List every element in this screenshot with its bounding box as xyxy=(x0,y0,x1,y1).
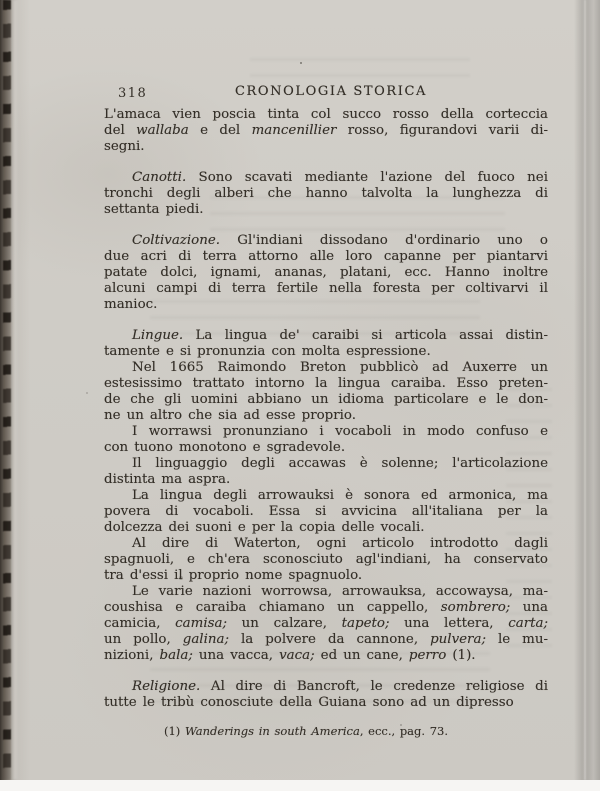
text-line: manioc. xyxy=(104,297,158,312)
paragraph-waterton xyxy=(104,536,548,584)
paragraph-lingue xyxy=(104,328,548,360)
binding-edge xyxy=(0,0,30,780)
paragraph-arrowauksi xyxy=(104,488,548,536)
text-line: de che gli uomini abbiano un idioma particolare e le don- xyxy=(104,392,548,407)
page-edge-shadow xyxy=(574,0,600,780)
text-line: Coltivazione. Gl'indiani dissodano d'ordinario uno o xyxy=(132,233,548,248)
text-line: tronchi degli alberi che hanno talvolta la lunghezza di xyxy=(104,186,548,201)
page-content xyxy=(104,84,548,738)
paragraph-amaca xyxy=(104,107,548,155)
text-line: Religione. Al dire di Bancroft, le credenze religiose di xyxy=(132,679,548,694)
text-line: tamente e si pronunzia con molta espressione. xyxy=(104,344,431,359)
text-line: dolcezza dei suoni e per la copia delle vocali. xyxy=(104,520,425,535)
paragraph-accawas xyxy=(104,456,548,488)
text-line: estesissimo trattato intorno la lingua caraiba. Esso preten- xyxy=(104,376,548,391)
paragraph-worrawsi xyxy=(104,424,548,456)
text-line: Nel 1665 Raimondo Breton pubblicò ad Auxerre un xyxy=(132,360,548,375)
text-line: L'amaca vien poscia tinta col succo rosso della corteccia xyxy=(104,107,548,122)
page-header xyxy=(104,84,548,107)
text-line: Al dire di Waterton, ogni articolo introdotto dagli xyxy=(132,536,548,551)
text-line: coushisa e caraiba chiamano un cappello, sombrero; una xyxy=(104,600,548,615)
scanner-strip xyxy=(0,780,600,791)
text-line: alcuni campi di terra fertile nella foresta per coltivarvi il xyxy=(104,281,548,296)
paper-specks xyxy=(300,62,302,64)
text-line: segni. xyxy=(104,139,145,154)
text-line: un pollo, galina; la polvere da cannone, pulvera; le mu- xyxy=(104,632,548,647)
text-line: distinta ma aspra. xyxy=(104,472,231,487)
footnote: (1) Wanderings in south America, ecc., pag. 73. xyxy=(164,724,449,738)
text-line: Lingue. La lingua de' caraibi si articola assai distin- xyxy=(132,328,548,343)
text-line: I worrawsi pronunziano i vocaboli in modo confuso e xyxy=(132,424,548,439)
text-line: del wallaba e del mancenillier rosso, figurandovi varii di- xyxy=(104,123,548,138)
paragraph-religione xyxy=(104,679,548,711)
text-line: con tuono monotono e sgradevole. xyxy=(104,440,346,455)
running-title: CRONOLOGIA STORICA xyxy=(234,84,428,99)
text-line: povera di vocaboli. Essa si avvicina all'italiana per la xyxy=(104,504,548,519)
text-line: Le varie nazioni worrowsa, arrowauksa, accowaysa, ma- xyxy=(132,584,548,599)
text-line: tra d'essi il proprio nome spagnuolo. xyxy=(104,568,363,583)
text-line: patate dolci, ignami, ananas, platani, ecc. Hanno inoltre xyxy=(104,265,548,280)
bleed-through-smudge xyxy=(250,58,470,84)
text-line: nizioni, bala; una vacca, vaca; ed un cane, perro (1). xyxy=(104,648,476,663)
page-number: 318 xyxy=(118,86,148,101)
text-line: Il linguaggio degli accawas è solenne; l'articolazione xyxy=(132,456,548,471)
paragraph-canotti xyxy=(104,170,548,218)
text-line: camicia, camisa; un calzare, tapeto; una lettera, carta; xyxy=(104,616,548,631)
text-line: Canotti. Sono scavati mediante l'azione del fuoco nei xyxy=(132,170,548,185)
text-line: La lingua degli arrowauksi è sonora ed armonica, ma xyxy=(132,488,548,503)
page-body xyxy=(104,107,548,711)
paragraph-breton xyxy=(104,360,548,424)
text-line: ne un altro che sia ad esse proprio. xyxy=(104,408,357,423)
paragraph-nazioni xyxy=(104,584,548,664)
text-line: tutte le tribù conosciute della Guiana sono ad un dipresso xyxy=(104,695,514,710)
paragraph-coltivazione xyxy=(104,233,548,313)
text-line: settanta piedi. xyxy=(104,202,204,217)
text-line: due acri di terra attorno alle loro capanne per piantarvi xyxy=(104,249,548,264)
text-line: spagnuoli, e ch'era sconosciuto agl'indiani, ha conservato xyxy=(104,552,548,567)
